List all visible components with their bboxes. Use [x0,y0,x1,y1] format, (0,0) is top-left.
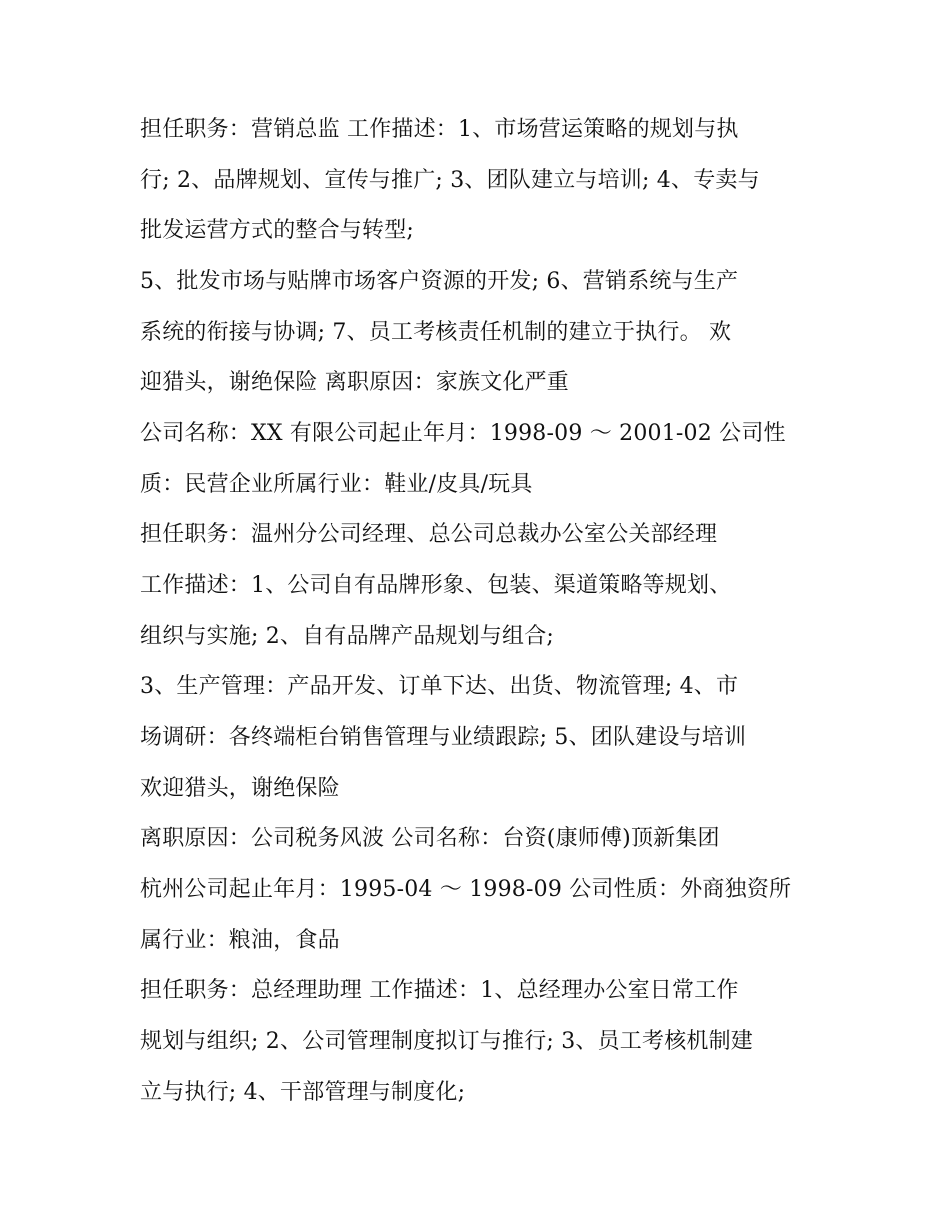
text-line: 3、生产管理：产品开发、订单下达、出货、物流管理; 4、市 [140,674,739,699]
text-line: 组织与实施; 2、自有品牌产品规划与组合; [140,624,555,649]
text-line: 工作描述：1、公司自有品牌形象、包装、渠道策略等规划、 [140,573,732,598]
text-line: 担任职务：总经理助理 工作描述：1、总经理办公室日常工作 [140,978,739,1003]
text-line: 系统的衔接与协调; 7、员工考核责任机制的建立于执行。 欢 [140,320,732,345]
text-line: 迎猎头，谢绝保险 离职原因：家族文化严重 [140,370,569,395]
text-line: 属行业：粮油，食品 [140,928,340,953]
text-line: 杭州公司起止年月：1995-04 ～ 1998-09 公司性质：外商独资所 [140,877,792,902]
text-line: 批发运营方式的整合与转型; [140,218,415,243]
text-line: 离职原因：公司税务风波 公司名称：台资(康师傅)顶新集团 [140,826,720,851]
text-line: 立与执行; 4、干部管理与制度化; [140,1080,466,1105]
text-line: 行; 2、品牌规划、宣传与推广; 3、团队建立与培训; 4、专卖与 [140,168,760,193]
text-line: 担任职务：温州分公司经理、总公司总裁办公室公关部经理 [140,522,718,547]
text-line: 场调研：各终端柜台销售管理与业绩跟踪; 5、团队建设与培训 [140,725,747,750]
text-line: 质：民营企业所属行业：鞋业/皮具/玩具 [140,472,533,497]
text-line: 规划与组织; 2、公司管理制度拟订与推行; 3、员工考核机制建 [140,1029,754,1054]
text-line: 公司名称：XX 有限公司起止年月：1998-09 ～ 2001-02 公司性 [140,421,786,446]
text-line: 担任职务：营销总监 工作描述：1、市场营运策略的规划与执 [140,117,739,142]
text-line: 欢迎猎头，谢绝保险 [140,776,340,801]
text-line: 5、批发市场与贴牌市场客户资源的开发; 6、营销系统与生产 [140,269,739,294]
